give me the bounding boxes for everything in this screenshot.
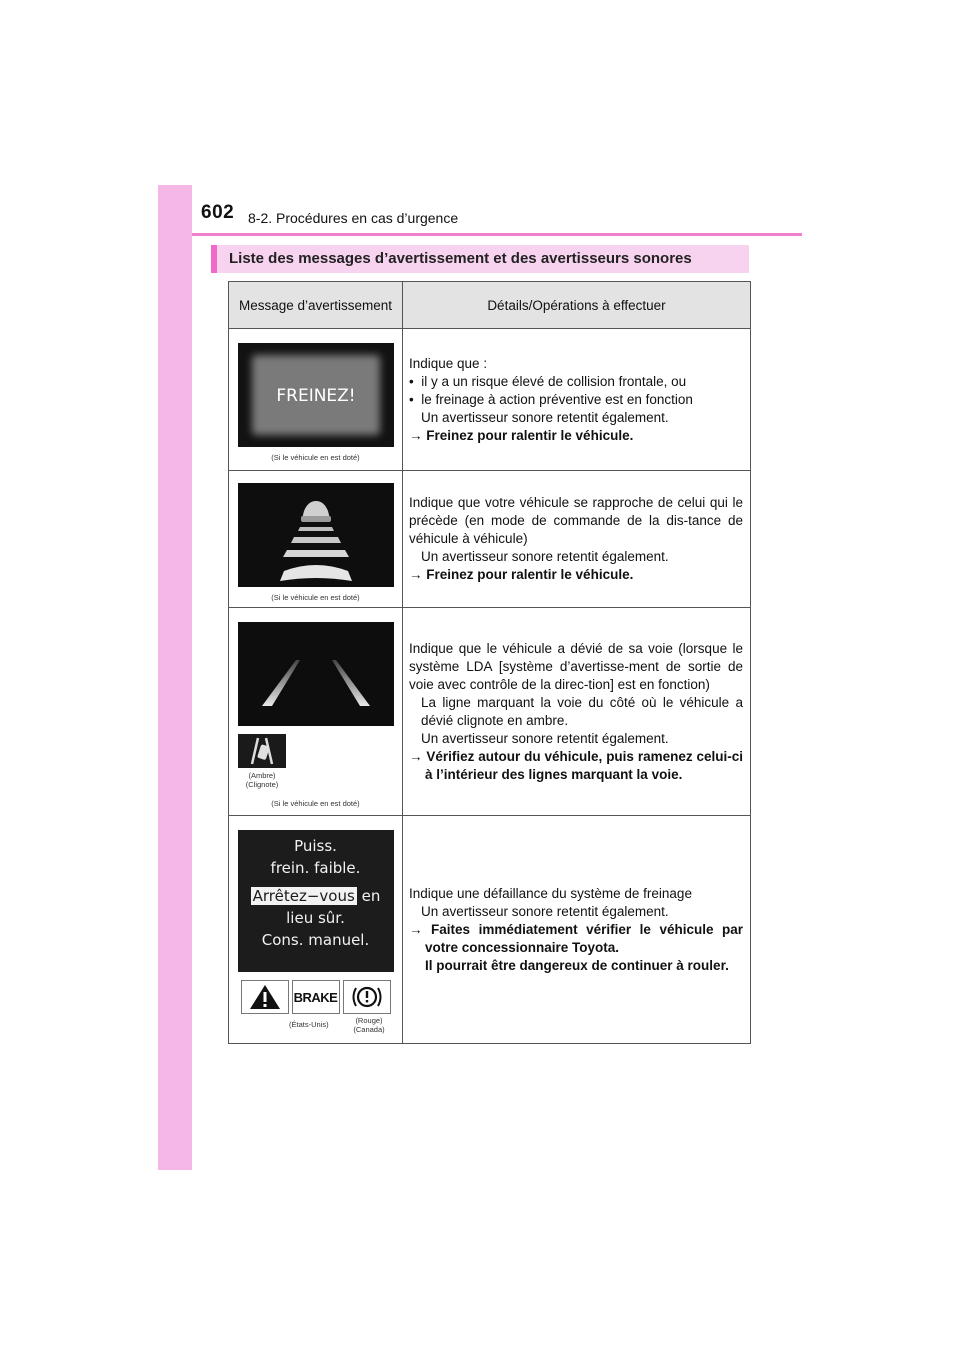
- details-intro: Indique que votre véhicule se rapproche de celui qui le précède (en mode de commande de la dis-tance de véhicule à véhicule): [409, 495, 743, 546]
- brake-indicator-icons: [229, 980, 402, 1014]
- details-bullet: • il y a un risque élevé de collision frontale, ou: [409, 373, 687, 389]
- freinez-text: FREINEZ!: [275, 386, 356, 406]
- equipment-caption: (Si le véhicule en est doté): [271, 453, 360, 462]
- details-intro: Indique que le véhicule a dévié de sa voie (lorsque le système LDA [système d’avertisse-ment de sortie de voie avec contrôle de la direc-tion] est en fonction): [409, 640, 743, 692]
- brake-warning-display: [238, 343, 394, 447]
- warning-triangle-icon: [241, 980, 289, 1014]
- chapter-title: 8-2. Procédures en cas d’urgence: [248, 210, 459, 226]
- message-image-cell: [229, 471, 403, 608]
- details-intro: Indique que :: [409, 355, 488, 371]
- lane-departure-display: [238, 622, 394, 726]
- equipment-caption: (Si le véhicule en est doté): [271, 799, 360, 808]
- column-header-message: Message d’avertissement: [229, 282, 403, 329]
- lane-lines-graphic: [238, 622, 394, 726]
- icon-caption-flashing: (Clignote): [245, 780, 279, 789]
- details-bullet: • le freinage à action préventive est en fonction: [409, 391, 693, 407]
- details-intro: Indique une défaillance du système de freinage: [409, 885, 692, 901]
- details-warning: Il pourrait être dangereux de continuer à rouler.: [425, 957, 729, 973]
- details-cell: [403, 816, 751, 1044]
- table-row: [229, 329, 751, 471]
- table-row: [229, 471, 751, 608]
- lda-indicator-icon: [238, 734, 286, 768]
- message-image-cell: [229, 816, 403, 1044]
- distance-warning-display: [238, 483, 394, 587]
- message-image-cell: [229, 329, 403, 471]
- details-note: Un avertisseur sonore retentit également.: [421, 730, 669, 746]
- details-note: Un avertisseur sonore retentit également.: [421, 903, 669, 919]
- table-row: [229, 608, 751, 816]
- page-number: 602: [201, 202, 235, 223]
- details-cell: [403, 329, 751, 471]
- details-action: → Vérifiez autour du véhicule, puis ramenez celui-ci à l’intérieur des lignes marquant la voie.: [409, 748, 743, 782]
- message-image-cell: [229, 608, 403, 816]
- screen-line: frein. faible.: [270, 859, 361, 877]
- lda-indicator-group: [229, 734, 402, 789]
- column-header-details: Détails/Opérations à effectuer: [403, 282, 751, 329]
- details-cell: [403, 608, 751, 816]
- details-note: Un avertisseur sonore retentit également.: [421, 409, 669, 425]
- brake-failure-display: [238, 830, 394, 972]
- label-red: (Rouge): [355, 1016, 383, 1025]
- screen-line: lieu sûr.: [286, 909, 345, 927]
- icon-labels: [229, 1017, 402, 1041]
- details-action: → Freinez pour ralentir le véhicule.: [409, 427, 634, 443]
- details-note: Un avertisseur sonore retentit également.: [421, 549, 669, 564]
- label-usa: (États-Unis): [289, 1020, 329, 1029]
- icon-caption-amber: (Ambre): [248, 771, 276, 780]
- brake-text-icon: BRAKE: [292, 980, 340, 1014]
- screen-line: Cons. manuel.: [261, 931, 370, 949]
- warning-messages-table: [228, 281, 751, 1044]
- table-row: [229, 816, 751, 1044]
- header-divider: [192, 233, 802, 236]
- side-tab-band: [158, 185, 192, 1170]
- screen-line-highlight: Arrêtez−vous en: [252, 887, 381, 905]
- details-cell: [403, 471, 751, 608]
- details-note: La ligne marquant la voie du côté où le véhicule a dévié clignote en ambre.: [421, 694, 743, 728]
- vehicle-approach-graphic: [238, 483, 394, 587]
- screen-line: Puiss.: [294, 837, 337, 855]
- details-action: → Faites immédiatement vérifier le véhicule par votre concessionnaire Toyota.: [409, 921, 743, 955]
- freinez-screen-graphic: [238, 343, 394, 447]
- section-title: Liste des messages d’avertissement et des avertisseurs sonores: [229, 250, 692, 267]
- details-action: → Freinez pour ralentir le véhicule.: [409, 567, 634, 582]
- table-header-row: [229, 282, 751, 329]
- section-heading-bar: [211, 245, 749, 273]
- equipment-caption: (Si le véhicule en est doté): [271, 593, 360, 602]
- label-canada: (Canada): [353, 1025, 385, 1034]
- brake-circle-icon: [343, 980, 391, 1014]
